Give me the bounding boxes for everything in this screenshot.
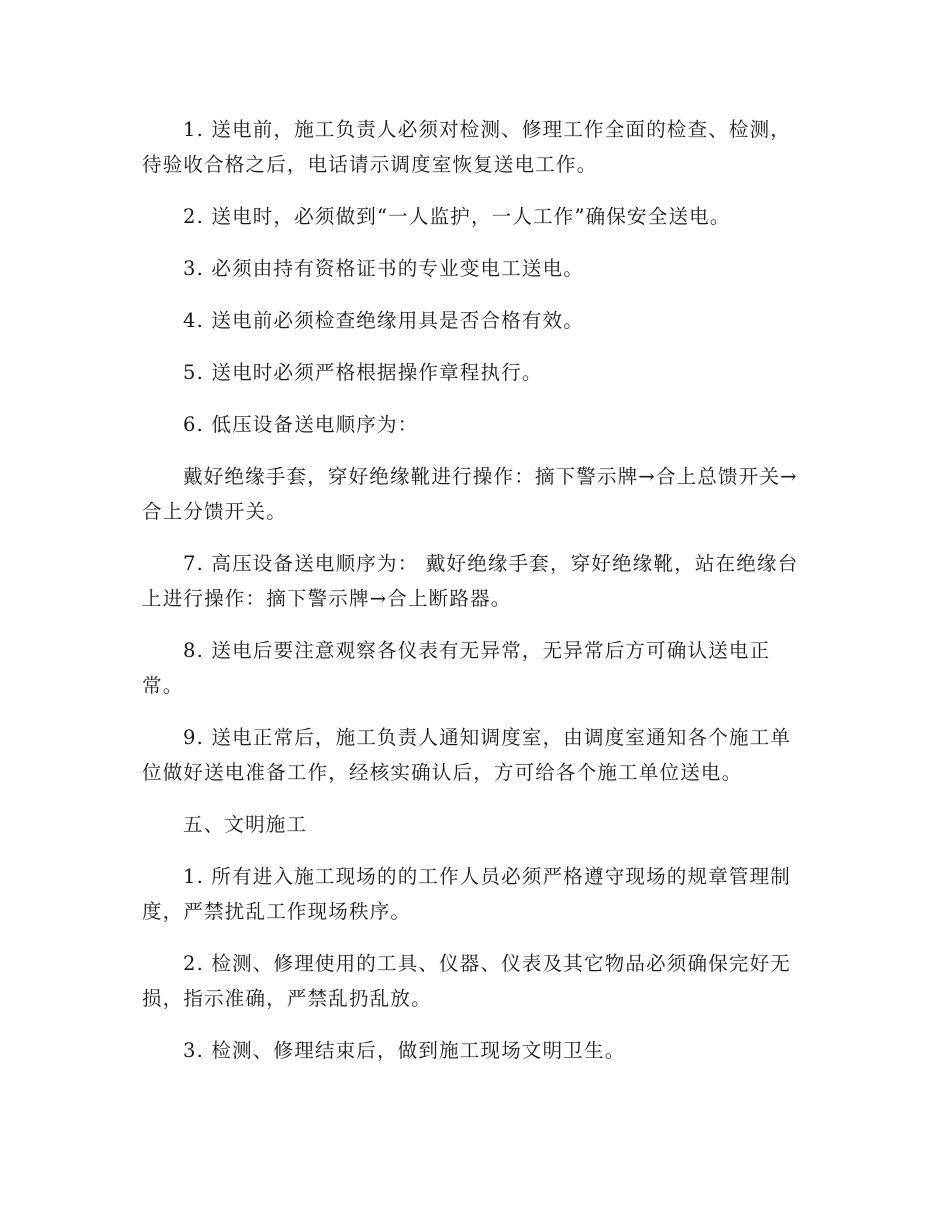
paragraph-power-on-step-9: 9. 送电正常后，施工负责人通知调度室，由调度室通知各个施工单位做好送电准备工作，经核实确认后，方可给各个施工单位送电。 [142,726,792,784]
paragraph-civilized-step-2: 2. 检测、修理使用的工具、仪器、仪表及其它物品必须确保完好无损，指示准确，严禁乱扔乱放。 [142,952,792,1010]
paragraph-power-on-step-1: 1. 送电前，施工负责人必须对检测、修理工作全面的检查、检测，待验收合格之后，电话请示调度室恢复送电工作。 [142,118,792,176]
paragraph-power-on-step-3: 3. 必须由持有资格证书的专业变电工送电。 [183,257,585,280]
paragraph-power-on-step-6: 6. 低压设备送电顺序为： [183,413,419,436]
section-heading-civilized-construction: 五、文明施工 [183,813,308,836]
paragraph-power-on-step-2: 2. 送电时，必须做到“一人监护，一人工作”确保安全送电。 [183,205,731,228]
paragraph-low-voltage-sequence: 戴好绝缘手套，穿好绝缘靴进行操作：摘下警示牌→合上总馈开关→合上分馈开关。 [142,465,798,523]
paragraph-power-on-step-7: 7. 高压设备送电顺序为： 戴好绝缘手套，穿好绝缘靴，站在绝缘台上进行操作：摘下警示牌→合上断路器。 [142,552,799,610]
paragraph-civilized-step-3: 3. 检测、修理结束后，做到施工现场文明卫生。 [183,1039,626,1062]
paragraph-civilized-step-1: 1. 所有进入施工现场的的工作人员必须严格遵守现场的规章管理制度，严禁扰乱工作现场秩序。 [142,865,792,923]
paragraph-power-on-step-5: 5. 送电时必须严格根据操作章程执行。 [183,361,543,384]
paragraph-power-on-step-8: 8. 送电后要注意观察各仪表有无异常，无异常后方可确认送电正常。 [142,639,771,697]
document-body [142,112,810,1085]
paragraph-power-on-step-4: 4. 送电前必须检查绝缘用具是否合格有效。 [183,309,585,332]
